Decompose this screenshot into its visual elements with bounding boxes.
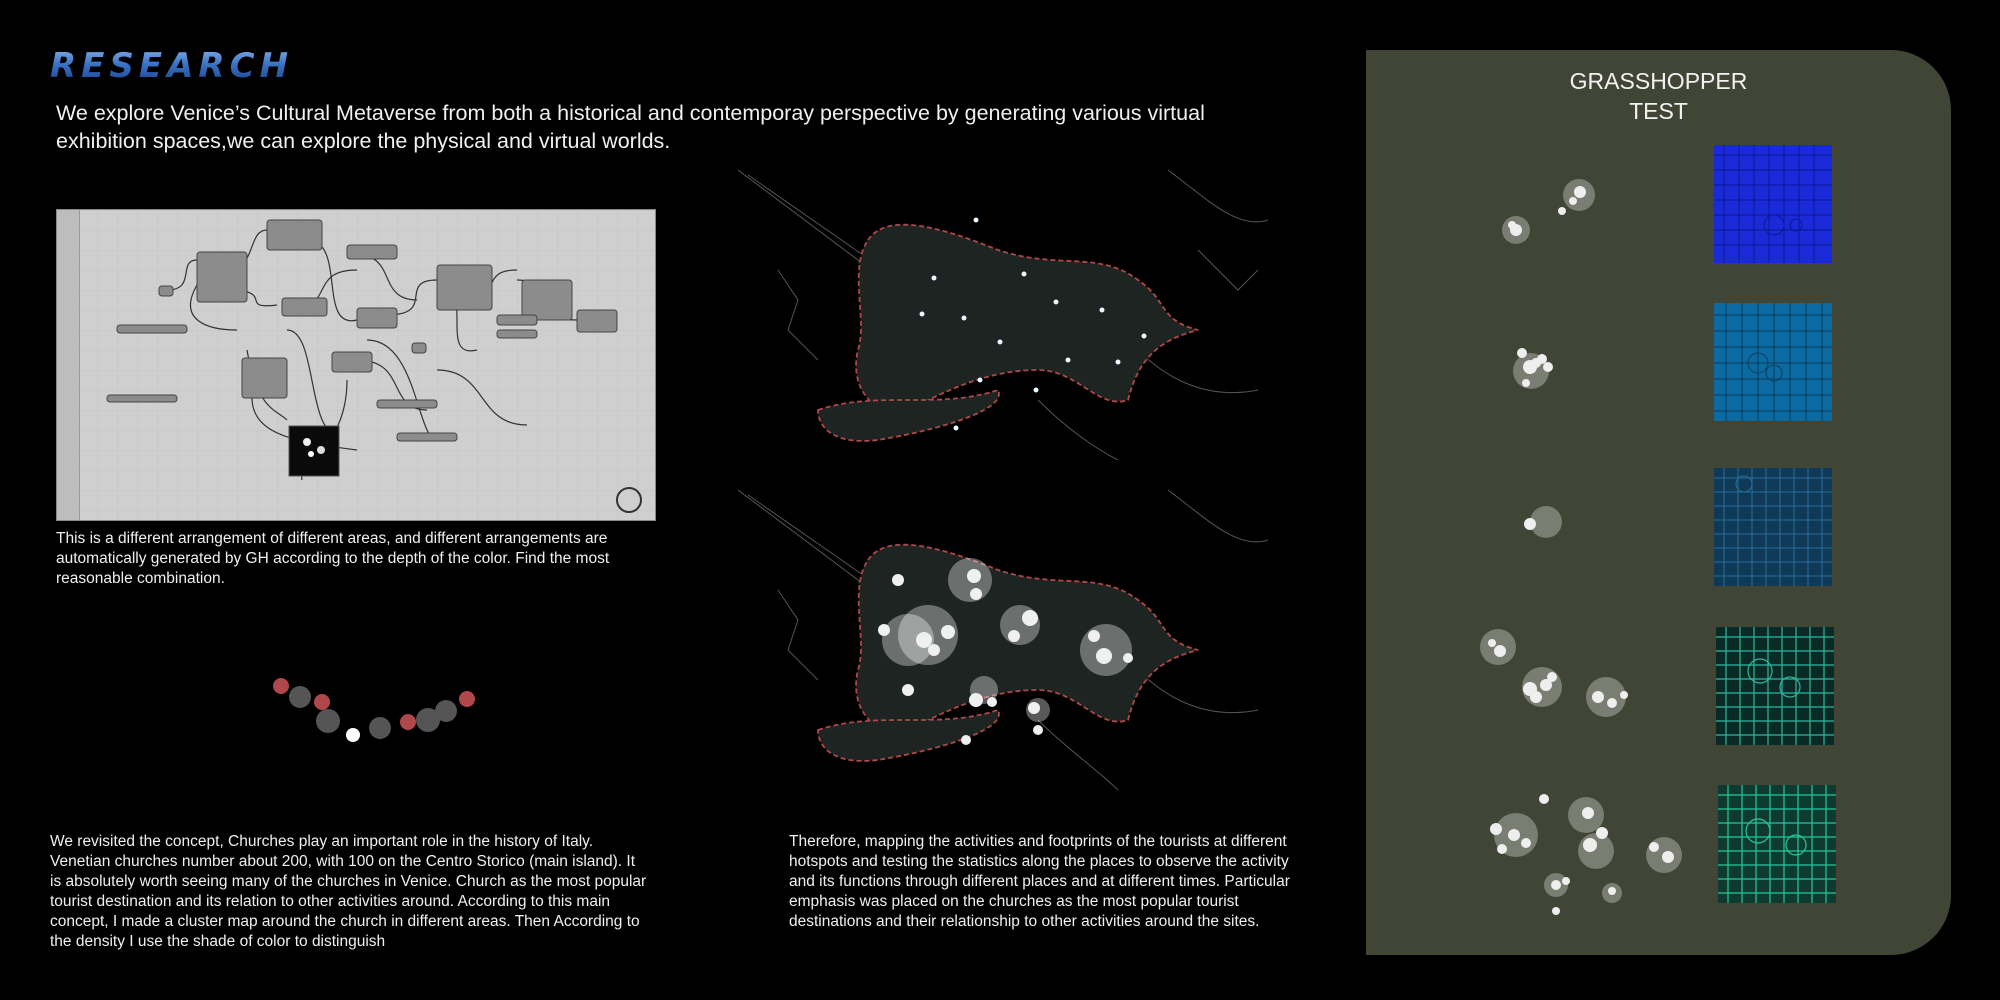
venice-map-bottom — [738, 490, 1268, 800]
test-pattern-2 — [1714, 303, 1832, 421]
node-graph — [57, 210, 655, 520]
cluster-dots-2 — [1476, 303, 1676, 433]
intro-text: We explore Venice’s Cultural Metaverse from both a historical and contemporay perspective by generating various virtual exhibition spaces,we can explore the physical and virtual worlds. — [56, 101, 1205, 153]
test-row-5 — [1366, 785, 1951, 915]
test-pattern-3 — [1714, 468, 1832, 586]
mapping-paragraph: Therefore, mapping the activities and footprints of the tourists at different hotspots and testing the statistics along the places to observe the activity and its functions through different places and at different times. Particular emphasis was placed on the churches as the most popular tourist destinations and their relationship to other activities around the sites. — [789, 833, 1290, 930]
test-row-3 — [1366, 468, 1951, 598]
test-row-1 — [1366, 145, 1951, 275]
panel-title-line2: TEST — [1629, 98, 1688, 124]
panel-title — [1366, 66, 1951, 126]
cluster-dots-3 — [1476, 468, 1676, 598]
page-title: RESEARCH — [50, 46, 294, 86]
venice-map-top — [738, 170, 1268, 460]
test-pattern-1 — [1714, 145, 1832, 263]
cluster-dots-4 — [1466, 627, 1666, 757]
church-cluster-diagram — [260, 668, 490, 748]
cluster-dots-5 — [1456, 785, 1686, 925]
grasshopper-canvas — [56, 209, 656, 521]
test-pattern-5 — [1718, 785, 1836, 903]
grasshopper-test-panel — [1366, 50, 1951, 955]
gh-caption: This is a different arrangement of different areas, and different arrangements are automatically generated by GH according to the depth of the color. Find the most reasonable combination. — [56, 530, 610, 587]
cluster-dots-1 — [1476, 145, 1676, 275]
panel-title-line1: GRASSHOPPER — [1569, 68, 1748, 94]
concept-paragraph: We revisited the concept, Churches play an important role in the history of Italy. Venetian churches number about 200, with 100 on the Centro Storico (main island). It is absolutely worth seeing many of the churches in Venice. Church as the most popular tourist destination and its relation to other activities around. According to this main concept, I made a cluster map around the church in different areas. Then According to the density I use the shade of color to distinguish — [50, 833, 647, 950]
test-row-2 — [1366, 303, 1951, 433]
test-row-4 — [1366, 627, 1951, 757]
test-pattern-4 — [1716, 627, 1834, 745]
